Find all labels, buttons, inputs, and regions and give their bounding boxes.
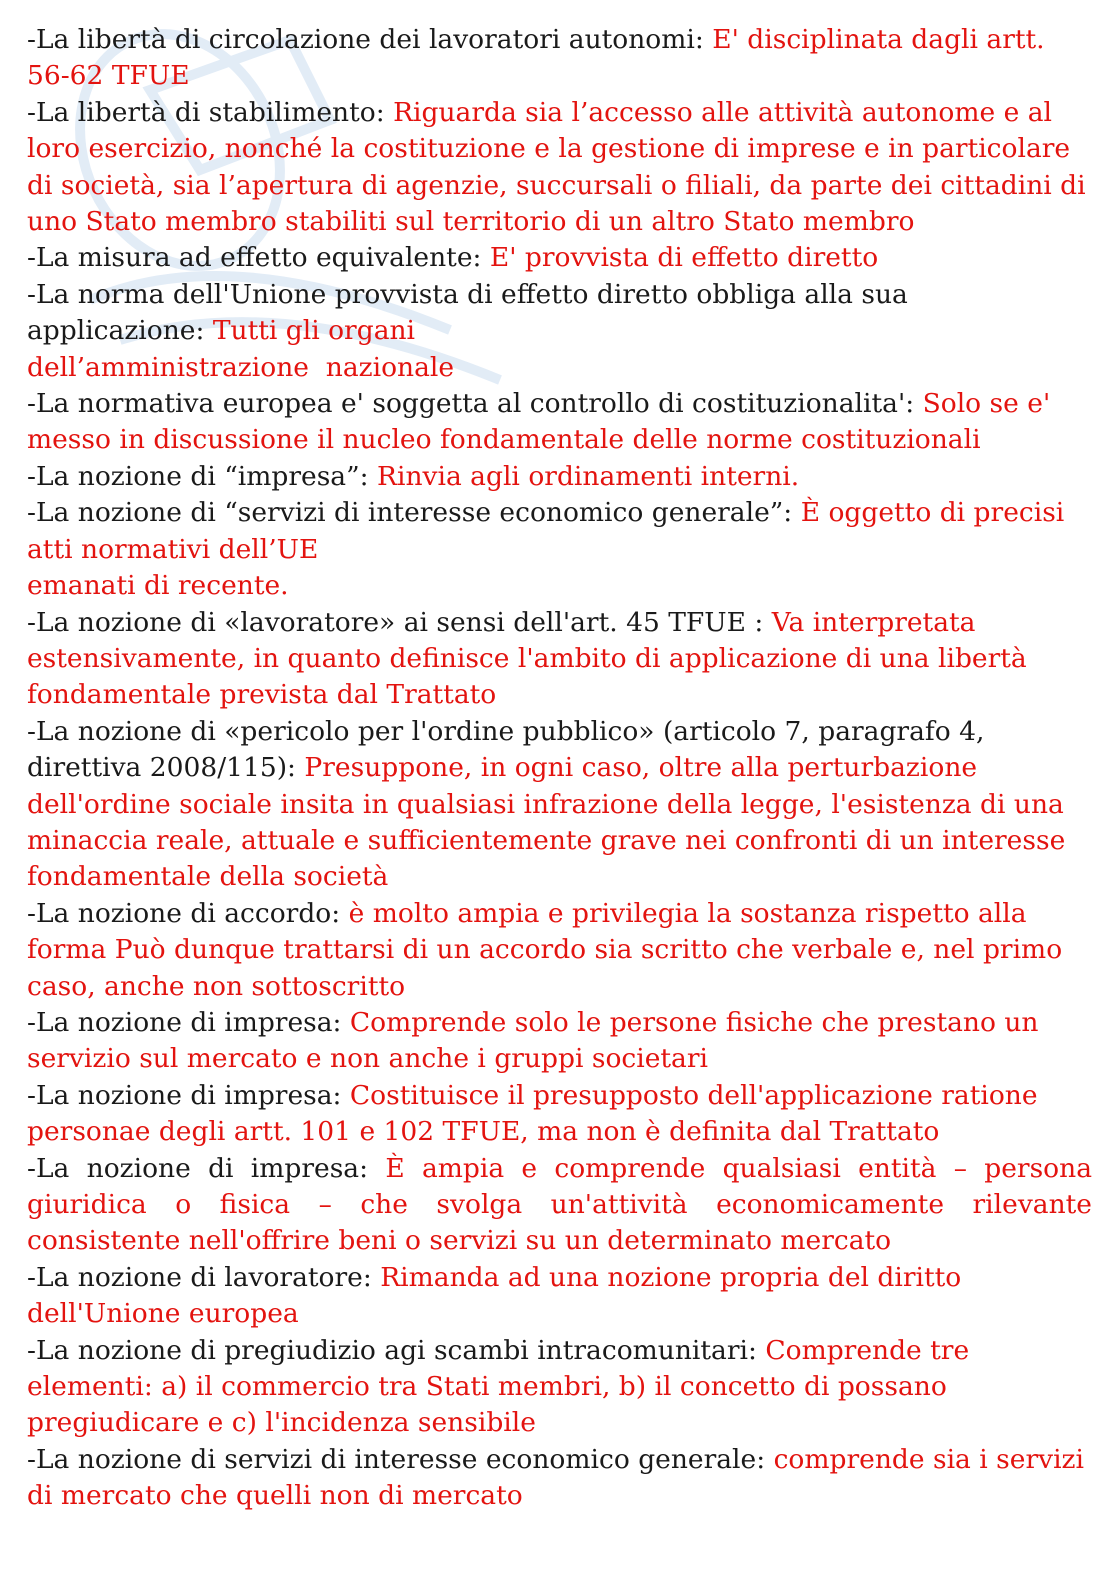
entry-6 (27, 459, 1092, 495)
entry-question: -La norma dell'Unione provvista di effetto diretto obbliga alla sua applicazione: (27, 278, 908, 347)
entry-answer: Comprende tre elementi: a) il commercio tra Stati membri, b) il concetto di possano pregiudicare e c) l'incidenza sensibile (27, 1334, 970, 1439)
entry-answer: E' provvista di effetto diretto (489, 242, 879, 274)
entry-answer: Presuppone, in ogni caso, oltre alla perturbazione dell'ordine sociale insita in qualsiasi infrazione della legge, l'esistenza di una minaccia reale, attuale e sufficientemente grave nei confronti di un interesse fondamentale della società (27, 752, 1066, 893)
entry-5 (27, 386, 1092, 459)
entry-15 (27, 1333, 1092, 1442)
entry-question: -La libertà di circolazione dei lavoratori autonomi: (27, 24, 704, 55)
entry-question: -La nozione di “servizi di interesse economico generale”: (27, 497, 793, 529)
entry-11 (27, 1005, 1092, 1078)
entry-14 (27, 1260, 1092, 1333)
entry-question: -La nozione di pregiudizio agi scambi intracomunitari: (27, 1334, 757, 1366)
entry-question: -La nozione di «pericolo per l'ordine pubblico» (articolo 7, paragrafo 4, direttiva 2008/115): (27, 715, 985, 784)
entry-answer: E' disciplinata dagli artt. 56-62 TFUE (27, 24, 1045, 92)
entry-answer: Va interpretata estensivamente, in quanto definisce l'ambito di applicazione di una libertà fondamentale prevista dal Trattato (27, 606, 1027, 711)
entry-12 (27, 1078, 1092, 1151)
entry-answer: Rinvia agli ordinamenti interni. (377, 460, 800, 492)
entry-9 (27, 714, 1092, 896)
entry-7 (27, 495, 1092, 604)
entry-question: -La normativa europea e' soggetta al controllo di costituzionalita': (27, 388, 915, 420)
entry-question: -La nozione di impresa: (27, 1152, 369, 1184)
entry-8 (27, 605, 1092, 714)
entry-answer: Costituisce il presupposto dell'applicazione ratione personae degli artt. 101 e 102 TFUE, ma non è definita dal Trattato (27, 1079, 1038, 1148)
entry-answer-line-2: dell’amministrazione nazionale (27, 351, 455, 383)
entry-question: -La nozione di impresa: (27, 1079, 342, 1111)
entry-answer: Comprende solo le persone fisiche che prestano un servizio sul mercato e non anche i gruppi societari (27, 1006, 1039, 1075)
entry-answer-line-1: È oggetto di precisi atti normativi dell’UE (27, 497, 1065, 565)
entry-question: -La nozione di «lavoratore» ai sensi dell'art. 45 TFUE : (27, 606, 764, 638)
entry-1 (27, 22, 1092, 95)
entry-answer: comprende sia i servizi di mercato che quelli non di mercato (27, 1443, 1084, 1512)
entry-question: -La misura ad effetto equivalente: (27, 242, 482, 274)
entry-2 (27, 95, 1092, 241)
entry-13 (27, 1151, 1092, 1260)
entry-16 (27, 1442, 1092, 1515)
entry-answer: Riguarda sia l’accesso alle attività autonome e al loro esercizio, nonché la costituzione e la gestione di imprese e in particolare di società, sia l’apertura di agenzie, succursali o filiali, da parte dei cittadini di uno Stato membro stabiliti sul territorio di un altro Stato membro (27, 96, 1086, 238)
entry-answer: Rimanda ad una nozione propria del diritto dell'Unione europea (27, 1261, 962, 1330)
entry-10 (27, 896, 1092, 1005)
entry-question: -La nozione di impresa: (27, 1006, 342, 1038)
entry-3 (27, 240, 1092, 276)
entry-4 (27, 277, 1092, 386)
entry-answer: è molto ampia e privilegia la sostanza rispetto alla forma Può dunque trattarsi di un accordo sia scritto che verbale e, nel primo caso, anche non sottoscritto (27, 897, 1063, 1002)
entry-question: -La nozione di “impresa”: (27, 460, 369, 492)
entry-answer-line-2: emanati di recente. (27, 570, 289, 602)
entry-question: -La nozione di lavoratore: (27, 1261, 372, 1293)
entry-answer-line-1: Tutti gli organi (212, 315, 416, 347)
entry-question: -La libertà di stabilimento: (27, 96, 385, 128)
entry-question: -La nozione di accordo: (27, 897, 341, 929)
entry-answer: È ampia e comprende qualsiasi entità – persona giuridica o fisica – che svolga un'attività economicamente rilevante consistente nell'offrire beni o servizi su un determinato mercato (27, 1152, 1092, 1257)
entry-answer: Solo se e' messo in discussione il nucleo fondamentale delle norme costituzionali (27, 388, 1051, 456)
entry-question: -La nozione di servizi di interesse economico generale: (27, 1443, 766, 1475)
